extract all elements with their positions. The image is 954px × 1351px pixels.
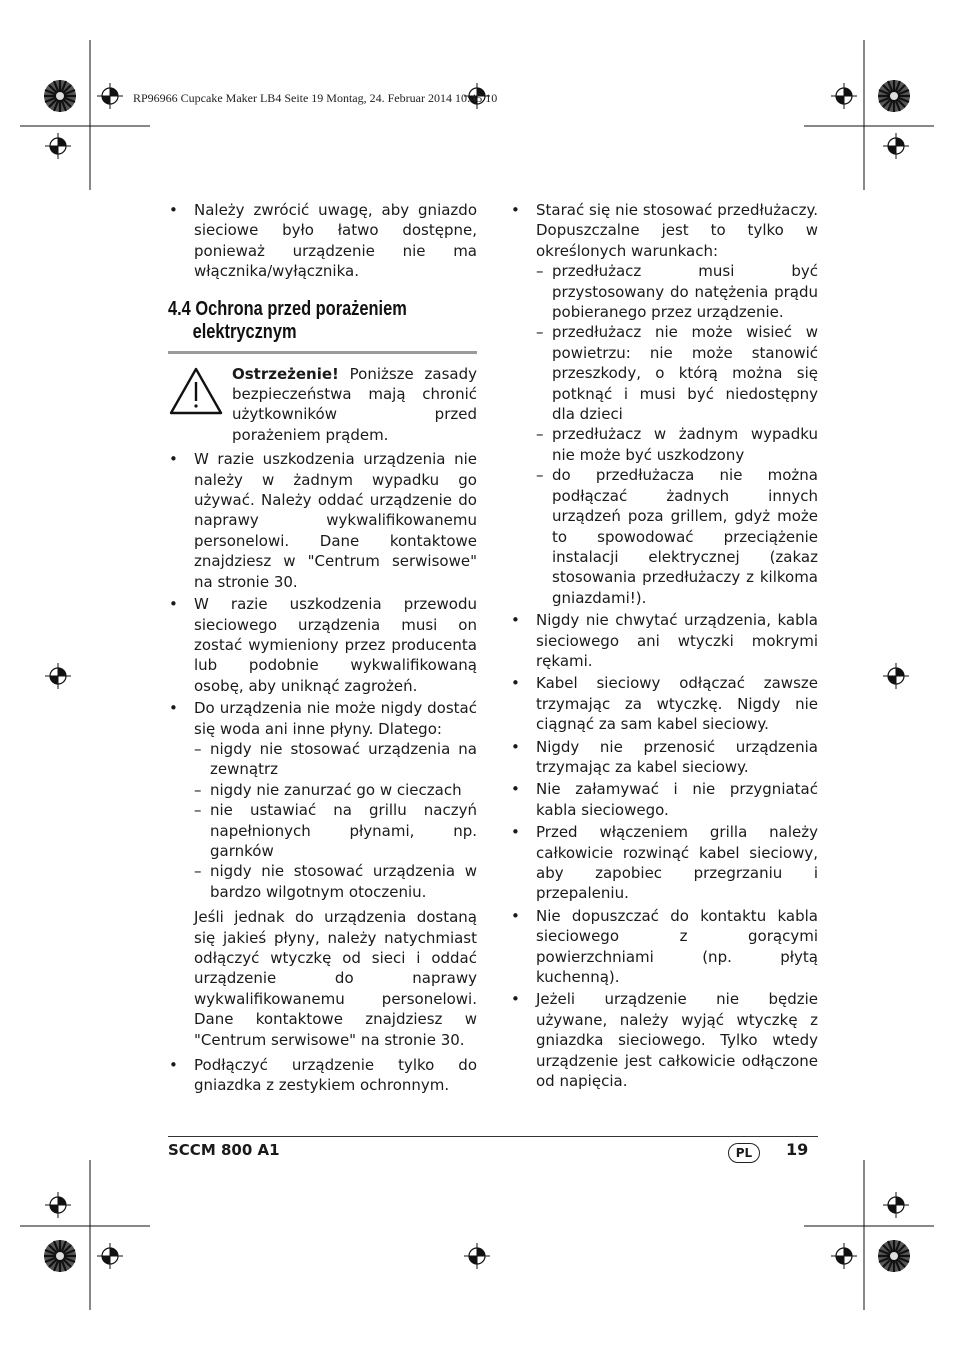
color-calibration-wheel-icon <box>878 80 910 112</box>
warning-text: Poniższe zasady bezpieczeństwa mają chronić użytkowników przed porażeniem prądem. <box>232 364 477 444</box>
sub-list-item: – przedłużacz musi być przystosowany do natężenia prądu pobieranego przez urządzenie. <box>536 261 818 322</box>
sub-list-item: – do przedłużacza nie można podłączać żadnych innych urządzeń poza grillem, gdyż może to spowodować przeciążenie instalacji elektrycznej (zakaz stosowania przedłużaczy z kilkoma gniazdami!). <box>536 465 818 608</box>
sub-list-item: – przedłużacz nie może wisieć w powietrzu: nie może stanowić przeszkody, o którą można się potknąć i musi być niedostępny dla dzieci <box>536 322 818 424</box>
list-item: • Podłączyć urządzenie tylko do gniazdka z zestykiem ochronnym. <box>168 1055 477 1096</box>
sub-list-item: – nigdy nie zanurzać go w cieczach <box>194 780 477 800</box>
list-item: • Jeżeli urządzenie nie będzie używane, należy wyjąć wtyczkę z gniazdka sieciowego. Tylko wtedy urządzenie jest całkowicie odłączone od napięcia. <box>510 989 818 1091</box>
registration-mark-icon <box>883 663 909 689</box>
list-item: • Nie załamywać i nie przygniatać kabla sieciowego. <box>510 779 818 820</box>
left-column <box>168 200 477 1098</box>
registration-mark-icon <box>97 1243 123 1269</box>
registration-mark-icon <box>45 133 71 159</box>
list-item: • W razie uszkodzenia przewodu sieciowego urządzenia musi on zostać wymieniony przez producenta lub podobnie wykwalifikowaną osobę, aby uniknąć zagrożeń. <box>168 594 477 696</box>
print-header: RP96966 Cupcake Maker LB4 Seite 19 Montag, 24. Februar 2014 10:45 10 <box>133 91 498 105</box>
section-heading <box>168 298 480 353</box>
registration-mark-icon <box>45 1192 71 1218</box>
list-item: • Nie dopuszczać do kontaktu kabla sieciowego z gorącymi powierzchniami (np. płytą kuchenną). <box>510 906 818 988</box>
color-calibration-wheel-icon <box>44 80 76 112</box>
registration-mark-icon <box>831 83 857 109</box>
warning-label: Ostrzeżenie! <box>232 364 339 383</box>
registration-mark-icon <box>464 1243 490 1269</box>
footer-divider <box>168 1136 818 1137</box>
list-item <box>510 200 818 608</box>
right-column <box>510 200 818 1093</box>
registration-mark-icon <box>97 83 123 109</box>
registration-mark-icon <box>883 1192 909 1218</box>
footer-model: SCCM 800 A1 <box>168 1141 280 1159</box>
warning-triangle-icon <box>168 366 224 416</box>
registration-mark-icon <box>883 133 909 159</box>
color-calibration-wheel-icon <box>878 1240 910 1272</box>
color-calibration-wheel-icon <box>44 1240 76 1272</box>
sub-list-item: – nigdy nie stosować urządzenia w bardzo wilgotnym otoczeniu. <box>194 861 477 902</box>
paragraph: Jeśli jednak do urządzenia dostaną się jakieś płyny, należy natychmiast odłączyć wtyczkę od sieci i oddać urządzenie do naprawy wykwalifikowanemu personelowi. Dane kontaktowe znajdziesz w "Centrum serwisowe" na stronie 30. <box>194 908 477 1049</box>
section-title-line2: elektrycznym <box>192 320 297 343</box>
list-item: • Przed włączeniem grilla należy całkowicie rozwinąć kabel sieciowy, aby zapobiec przegrzaniu i przepaleniu. <box>510 822 818 904</box>
sub-list-item: – nie ustawiać na grillu naczyń napełnionych płynami, np. garnków <box>194 800 477 861</box>
sub-list-item: – nigdy nie stosować urządzenia na zewnątrz <box>194 739 477 780</box>
sub-list-item: – przedłużacz w żadnym wypadku nie może być uszkodzony <box>536 424 818 465</box>
list-item: • W razie uszkodzenia urządzenia nie należy w żadnym wypadku go używać. Należy oddać urządzenie do naprawy wykwalifikowanemu personelowi. Dane kontaktowe znajdziesz w "Centrum serwisowe" na stronie 30. <box>168 449 477 592</box>
list-item: • Nigdy nie przenosić urządzenia trzymając za kabel sieciowy. <box>510 737 818 778</box>
list-item <box>168 698 477 902</box>
section-number: 4.4 <box>168 297 191 320</box>
list-item: • Należy zwrócić uwagę, aby gniazdo sieciowe było łatwo dostępne, ponieważ urządzenie nie ma włącznika/wyłącznika. <box>168 200 477 282</box>
list-item-text: • Starać się nie stosować przedłużaczy. Dopuszczalne jest to tylko w określonych warunkach: <box>536 201 818 260</box>
language-badge: PL <box>728 1143 760 1163</box>
section-title-line1: Ochrona przed porażeniem <box>195 297 407 320</box>
list-item-text: • Do urządzenia nie może nigdy dostać się woda ani inne płyny. Dlatego: <box>194 699 477 738</box>
page-number: 19 <box>786 1140 809 1159</box>
registration-mark-icon <box>831 1243 857 1269</box>
list-item: • Kabel sieciowy odłączać zawsze trzymając za wtyczkę. Nigdy nie ciągnąć za sam kabel sieciowy. <box>510 673 818 734</box>
registration-mark-icon <box>45 663 71 689</box>
warning-box <box>168 364 477 446</box>
list-item: • Nigdy nie chwytać urządzenia, kabla sieciowego ani wtyczki mokrymi rękami. <box>510 610 818 671</box>
